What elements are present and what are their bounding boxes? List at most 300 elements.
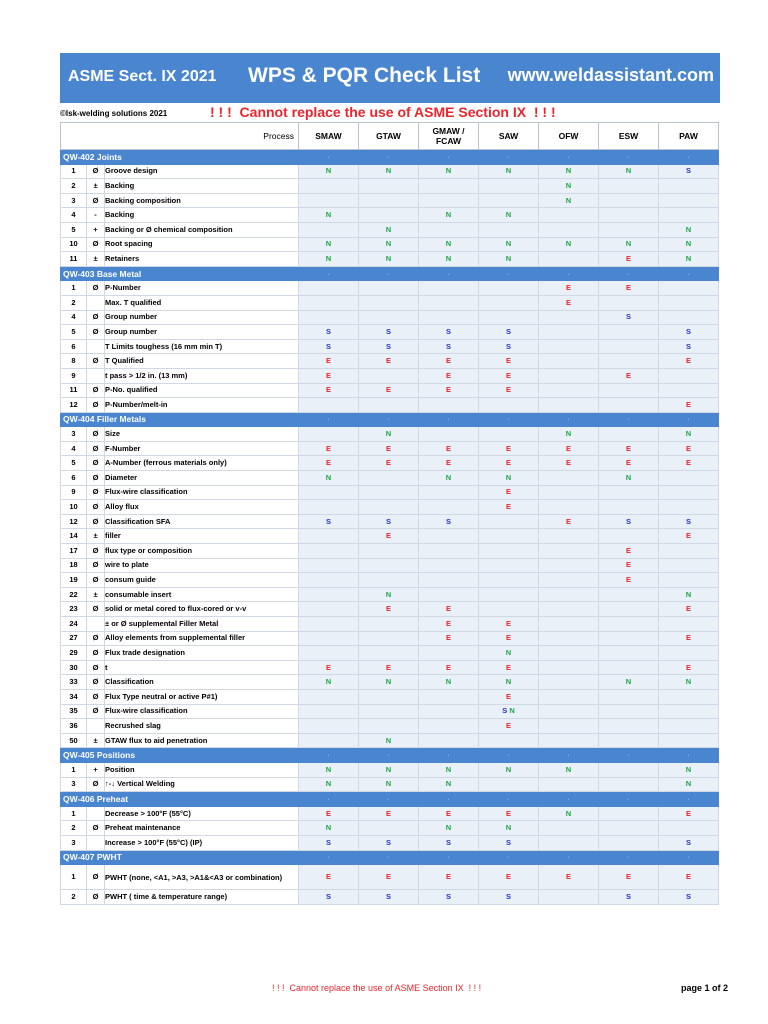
value-cell — [539, 719, 599, 734]
value-cell: N — [479, 821, 539, 836]
table-row — [61, 456, 719, 471]
table-row — [61, 689, 719, 704]
table-row — [61, 310, 719, 325]
value-cell — [479, 777, 539, 792]
value-cell — [659, 573, 719, 588]
value-cell — [599, 208, 659, 223]
variable-description: Root spacing — [105, 237, 299, 252]
variable-number: 23 — [61, 602, 87, 617]
change-symbol: + — [87, 222, 105, 237]
value-cell: E — [419, 617, 479, 632]
value-cell — [539, 500, 599, 515]
variable-description: Preheat maintenance — [105, 821, 299, 836]
value-cell — [659, 281, 719, 296]
value-cell — [659, 617, 719, 632]
section-header-row — [61, 150, 719, 165]
variable-number: 9 — [61, 485, 87, 500]
value-cell — [659, 719, 719, 734]
value-cell — [599, 339, 659, 354]
value-cell — [659, 704, 719, 719]
value-cell: E — [419, 602, 479, 617]
value-cell — [359, 179, 419, 194]
variable-number: 5 — [61, 222, 87, 237]
value-cell — [299, 602, 359, 617]
value-cell: E — [599, 558, 659, 573]
value-cell — [359, 646, 419, 661]
value-cell: N — [359, 252, 419, 267]
section-dot: . — [539, 850, 599, 865]
value-cell: S — [659, 339, 719, 354]
value-cell: S — [659, 835, 719, 850]
table-row — [61, 281, 719, 296]
value-cell — [479, 602, 539, 617]
section-dot: . — [359, 792, 419, 807]
value-cell — [539, 544, 599, 559]
value-cell — [299, 193, 359, 208]
section-dot: . — [479, 792, 539, 807]
value-cell — [299, 544, 359, 559]
value-cell — [539, 222, 599, 237]
page-number: page 1 of 2 — [681, 983, 729, 993]
value-cell: N — [419, 237, 479, 252]
variable-description: Group number — [105, 310, 299, 325]
table-row — [61, 719, 719, 734]
table-row — [61, 890, 719, 905]
value-cell — [599, 427, 659, 442]
value-cell — [359, 704, 419, 719]
section-dot: . — [599, 266, 659, 281]
table-row — [61, 237, 719, 252]
section-title: QW-404 Filler Metals — [61, 412, 299, 427]
value-cell — [419, 485, 479, 500]
change-symbol: ± — [87, 179, 105, 194]
variable-number: 6 — [61, 339, 87, 354]
value-cell — [299, 587, 359, 602]
value-cell: E — [479, 689, 539, 704]
value-cell: E — [659, 602, 719, 617]
variable-number: 35 — [61, 704, 87, 719]
value-cell — [479, 587, 539, 602]
value-cell — [359, 485, 419, 500]
value-cell — [479, 558, 539, 573]
value-cell: E — [479, 354, 539, 369]
process-header-row — [61, 123, 719, 150]
value-cell: S — [299, 339, 359, 354]
change-symbol: ± — [87, 587, 105, 602]
value-cell: E — [659, 529, 719, 544]
standard-title: ASME Sect. IX 2021 — [68, 68, 217, 85]
value-cell — [299, 704, 359, 719]
value-cell — [659, 821, 719, 836]
value-cell: E — [479, 500, 539, 515]
value-cell — [419, 646, 479, 661]
process-header-4: OFW — [539, 123, 599, 150]
section-title: QW-406 Preheat — [61, 792, 299, 807]
value-cell: N — [419, 471, 479, 486]
section-dot: . — [419, 748, 479, 763]
value-cell: E — [419, 383, 479, 398]
value-cell — [359, 689, 419, 704]
process-label: Process — [61, 123, 299, 150]
value-cell: E — [479, 631, 539, 646]
value-cell — [539, 689, 599, 704]
change-symbol: Ø — [87, 777, 105, 792]
variable-description: Alloy flux — [105, 500, 299, 515]
variable-number: 2 — [61, 821, 87, 836]
value-cell: N — [419, 762, 479, 777]
value-cell: N — [299, 777, 359, 792]
value-cell: N — [419, 675, 479, 690]
section-dot: . — [419, 266, 479, 281]
variable-description: t pass > 1/2 in. (13 mm) — [105, 368, 299, 383]
value-cell: N — [479, 164, 539, 179]
table-row — [61, 222, 719, 237]
value-cell — [599, 719, 659, 734]
variable-number: 1 — [61, 762, 87, 777]
variable-description: Classification SFA — [105, 514, 299, 529]
value-cell — [599, 500, 659, 515]
variable-number: 22 — [61, 587, 87, 602]
value-cell: E — [299, 865, 359, 890]
table-row — [61, 573, 719, 588]
section-dot: . — [299, 150, 359, 165]
section-dot: . — [419, 412, 479, 427]
value-cell: E — [479, 383, 539, 398]
value-cell — [479, 310, 539, 325]
value-cell — [539, 704, 599, 719]
table-row — [61, 339, 719, 354]
value-cell: N — [539, 193, 599, 208]
section-dot: . — [359, 266, 419, 281]
value-cell: N — [599, 471, 659, 486]
value-cell: E — [359, 441, 419, 456]
value-cell — [359, 617, 419, 632]
value-cell — [299, 558, 359, 573]
change-symbol: Ø — [87, 471, 105, 486]
value-cell: E — [599, 865, 659, 890]
variable-number: 12 — [61, 398, 87, 413]
value-cell — [479, 295, 539, 310]
value-cell: S — [299, 325, 359, 340]
table-row — [61, 777, 719, 792]
website-link[interactable]: www.weldassistant.com — [507, 65, 714, 85]
value-cell: N — [659, 427, 719, 442]
value-cell — [599, 806, 659, 821]
value-cell — [599, 835, 659, 850]
value-cell — [359, 208, 419, 223]
value-cell — [359, 398, 419, 413]
value-cell: E — [599, 368, 659, 383]
change-symbol: Ø — [87, 602, 105, 617]
value-cell — [599, 660, 659, 675]
value-cell — [419, 427, 479, 442]
value-cell — [419, 193, 479, 208]
variable-number: 19 — [61, 573, 87, 588]
section-dot: . — [659, 266, 719, 281]
section-title: QW-405 Positions — [61, 748, 299, 763]
section-dot: . — [659, 850, 719, 865]
table-row — [61, 398, 719, 413]
change-symbol: Ø — [87, 500, 105, 515]
value-cell: E — [419, 806, 479, 821]
value-cell — [299, 573, 359, 588]
variable-description: consumable insert — [105, 587, 299, 602]
value-cell — [539, 485, 599, 500]
value-cell — [299, 398, 359, 413]
variable-description: solid or metal cored to flux-cored or v-v — [105, 602, 299, 617]
value-cell — [659, 179, 719, 194]
value-cell: S — [419, 325, 479, 340]
change-symbol: Ø — [87, 456, 105, 471]
value-cell — [359, 821, 419, 836]
value-cell — [479, 573, 539, 588]
value-cell: E — [479, 865, 539, 890]
value-cell — [419, 295, 479, 310]
value-cell — [359, 368, 419, 383]
process-header-6: PAW — [659, 123, 719, 150]
value-cell: E — [419, 441, 479, 456]
variable-description: Groove design — [105, 164, 299, 179]
value-cell — [599, 295, 659, 310]
value-cell: N — [359, 237, 419, 252]
value-cell: E — [479, 617, 539, 632]
variable-number: 2 — [61, 295, 87, 310]
variable-number: 3 — [61, 777, 87, 792]
value-cell: S — [299, 514, 359, 529]
variable-description: Alloy elements from supplemental filler — [105, 631, 299, 646]
value-cell: E — [599, 573, 659, 588]
footer-warning: ! ! ! Cannot replace the use of ASME Section IX ! ! ! — [272, 983, 482, 993]
table-row — [61, 762, 719, 777]
value-cell: E — [539, 514, 599, 529]
value-cell: N — [419, 208, 479, 223]
value-cell — [419, 529, 479, 544]
section-dot: . — [599, 792, 659, 807]
section-dot: . — [599, 748, 659, 763]
value-cell: E — [419, 631, 479, 646]
change-symbol: Ø — [87, 281, 105, 296]
value-cell: E — [479, 368, 539, 383]
value-cell: S — [359, 325, 419, 340]
value-cell — [659, 295, 719, 310]
change-symbol: Ø — [87, 660, 105, 675]
variable-number: 4 — [61, 310, 87, 325]
table-row — [61, 193, 719, 208]
change-symbol: Ø — [87, 441, 105, 456]
variable-number: 1 — [61, 806, 87, 821]
value-cell: E — [299, 368, 359, 383]
section-dot: . — [659, 412, 719, 427]
value-cell: E — [419, 660, 479, 675]
variable-number: 30 — [61, 660, 87, 675]
value-cell: N — [359, 222, 419, 237]
value-cell — [599, 704, 659, 719]
value-cell: E — [599, 456, 659, 471]
value-cell: S — [419, 514, 479, 529]
value-cell — [599, 733, 659, 748]
section-dot: . — [419, 792, 479, 807]
value-cell: N — [359, 164, 419, 179]
table-row — [61, 485, 719, 500]
change-symbol — [87, 339, 105, 354]
variable-number: 1 — [61, 164, 87, 179]
variable-number: 3 — [61, 427, 87, 442]
value-cell: N — [659, 777, 719, 792]
value-cell — [659, 689, 719, 704]
variable-description: Group number — [105, 325, 299, 340]
value-cell: E — [659, 441, 719, 456]
value-cell — [659, 368, 719, 383]
variable-description: T Qualified — [105, 354, 299, 369]
variable-number: 6 — [61, 471, 87, 486]
table-row — [61, 500, 719, 515]
variable-number: 33 — [61, 675, 87, 690]
value-cell: N — [299, 471, 359, 486]
section-dot: . — [479, 150, 539, 165]
change-symbol: Ø — [87, 514, 105, 529]
variable-description: P-Number/melt-in — [105, 398, 299, 413]
variable-number: 8 — [61, 354, 87, 369]
value-cell: S — [659, 890, 719, 905]
process-header-3: SAW — [479, 123, 539, 150]
section-title: QW-407 PWHT — [61, 850, 299, 865]
change-symbol: - — [87, 208, 105, 223]
value-cell — [539, 777, 599, 792]
section-dot: . — [599, 412, 659, 427]
variable-number: 3 — [61, 193, 87, 208]
value-cell — [299, 631, 359, 646]
value-cell — [299, 646, 359, 661]
variable-number: 5 — [61, 456, 87, 471]
value-cell — [479, 222, 539, 237]
value-cell — [419, 573, 479, 588]
value-cell — [359, 631, 419, 646]
value-cell — [599, 602, 659, 617]
value-cell — [479, 514, 539, 529]
value-cell — [659, 208, 719, 223]
section-dot: . — [479, 266, 539, 281]
variable-description: Flux Type neutral or active P#1) — [105, 689, 299, 704]
value-cell — [539, 354, 599, 369]
value-cell — [299, 500, 359, 515]
change-symbol: Ø — [87, 164, 105, 179]
value-cell — [599, 383, 659, 398]
value-cell: N — [539, 427, 599, 442]
value-cell: S — [599, 890, 659, 905]
change-symbol: Ø — [87, 354, 105, 369]
table-row — [61, 587, 719, 602]
value-cell: E — [359, 660, 419, 675]
table-row — [61, 368, 719, 383]
value-cell: N — [479, 762, 539, 777]
change-symbol — [87, 368, 105, 383]
variable-number: 29 — [61, 646, 87, 661]
value-cell — [299, 179, 359, 194]
value-cell — [419, 222, 479, 237]
value-cell — [539, 821, 599, 836]
value-cell — [479, 704, 539, 719]
variable-description: t — [105, 660, 299, 675]
table-row — [61, 733, 719, 748]
value-cell: N — [299, 821, 359, 836]
variable-description: PWHT (none, <A1, >A3, >A1&<A3 or combination) — [105, 865, 299, 890]
variable-description: Backing — [105, 208, 299, 223]
value-cell: N — [359, 587, 419, 602]
table-row — [61, 558, 719, 573]
value-cell: N — [659, 237, 719, 252]
section-dot: . — [539, 748, 599, 763]
value-cell: E — [479, 485, 539, 500]
value-cell — [659, 646, 719, 661]
change-symbol: ± — [87, 252, 105, 267]
table-row — [61, 631, 719, 646]
value-cell — [539, 208, 599, 223]
value-cell — [599, 529, 659, 544]
variable-description: ↑-↓ Vertical Welding — [105, 777, 299, 792]
variable-number: 3 — [61, 835, 87, 850]
variable-description: consum guide — [105, 573, 299, 588]
value-cell: E — [659, 354, 719, 369]
value-cell — [539, 733, 599, 748]
value-cell: E — [299, 806, 359, 821]
section-dot: . — [539, 412, 599, 427]
value-cell: N — [539, 237, 599, 252]
value-cell — [299, 733, 359, 748]
value-cell — [539, 529, 599, 544]
variable-description: F-Number — [105, 441, 299, 456]
value-cell — [479, 398, 539, 413]
value-cell: N — [659, 222, 719, 237]
value-cell: E — [359, 806, 419, 821]
variable-description: Flux-wire classification — [105, 704, 299, 719]
process-header-5: ESW — [599, 123, 659, 150]
change-symbol: Ø — [87, 704, 105, 719]
section-dot: . — [359, 748, 419, 763]
variable-description: Decrease > 100°F (55°C) — [105, 806, 299, 821]
change-symbol: + — [87, 762, 105, 777]
value-cell — [599, 193, 659, 208]
value-cell — [539, 310, 599, 325]
value-cell — [659, 193, 719, 208]
value-cell — [599, 325, 659, 340]
value-cell — [539, 398, 599, 413]
variable-description: Flux trade designation — [105, 646, 299, 661]
variable-description: Increase > 100°F (55°C) (IP) — [105, 835, 299, 850]
variable-description: Recrushed slag — [105, 719, 299, 734]
variable-number: 27 — [61, 631, 87, 646]
value-cell — [299, 310, 359, 325]
table-row — [61, 295, 719, 310]
value-cell: N — [599, 237, 659, 252]
table-row — [61, 660, 719, 675]
variable-number: 11 — [61, 252, 87, 267]
value-cell: N — [659, 252, 719, 267]
table-row — [61, 602, 719, 617]
section-dot: . — [419, 850, 479, 865]
value-cell — [599, 587, 659, 602]
section-dot: . — [599, 150, 659, 165]
value-cell — [659, 310, 719, 325]
value-cell — [419, 281, 479, 296]
value-cell: E — [659, 806, 719, 821]
value-cell: N — [599, 164, 659, 179]
change-symbol: Ø — [87, 237, 105, 252]
value-cell: N — [479, 646, 539, 661]
value-cell: E — [479, 719, 539, 734]
value-cell: E — [299, 441, 359, 456]
value-cell — [659, 485, 719, 500]
section-dot: . — [299, 850, 359, 865]
